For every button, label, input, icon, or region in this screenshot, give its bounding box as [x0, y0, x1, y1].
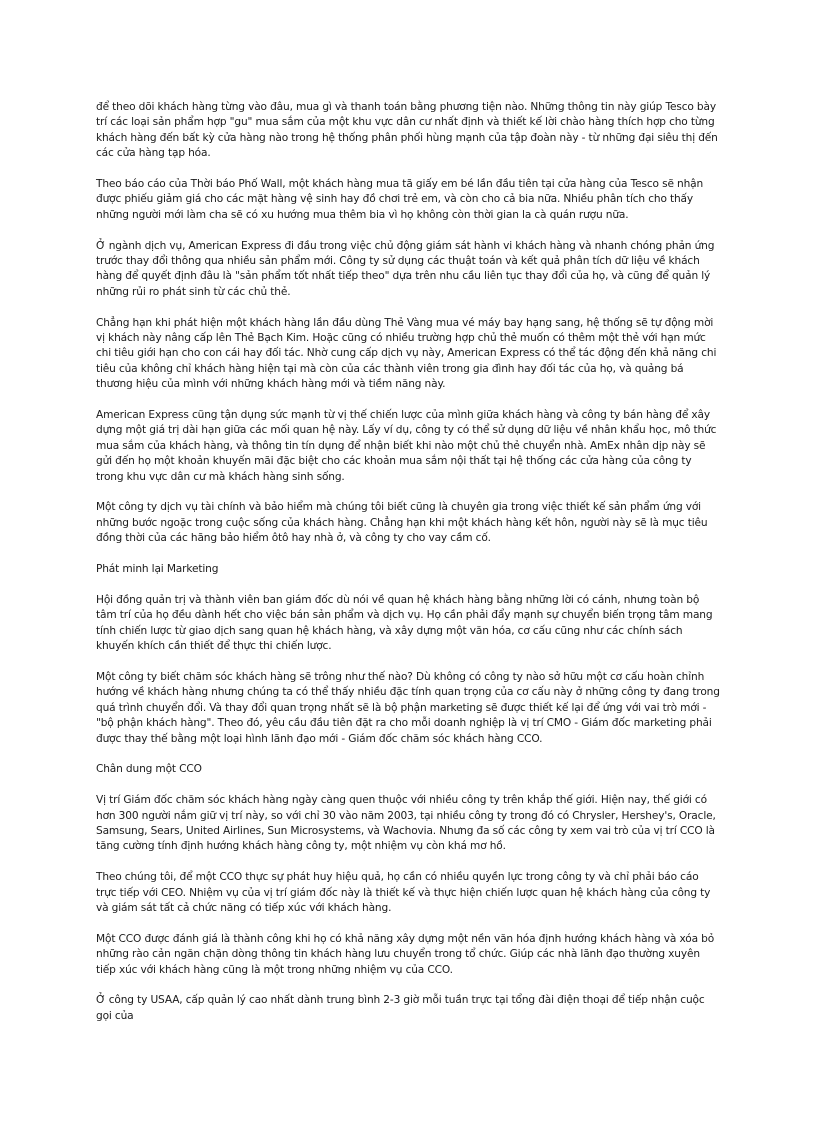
paragraph-amex-strategic-position: American Express cũng tận dụng sức mạnh từ vị thế chiến lược của mình giữa khách hàng và công ty bán hàng để xây dựng một giá trị dài hạn giữa các mối quan hệ này. Lấy ví dụ, công ty có thể sử dụng dữ liệu về nhân khẩu học, mô thức mua sắm của khách hàng, và thông tin tín dụng để nhận biết khi nào một chủ thẻ chuyển nhà. AmEx nhân dịp này sẽ gửi đến họ một khoản khuyến mãi đặc biệt cho các khoản mua sắm nội thất tại hệ thống các cửa hàng của công ty trong khu vực dân cư mà khách hàng sinh sống. [96, 409, 717, 483]
document-page [96, 100, 720, 1040]
paragraph-tesco-tracking: để theo dõi khách hàng từng vào đâu, mua gì và thanh toán bằng phương tiện nào. Những thông tin này giúp Tesco bày trí các loại sản phẩm hợp "gu" mua sắm của một khu vực dân cư nhất định và thiết kế lời chào hàng thích hợp cho từng khách hàng đến bất kỳ cửa hàng nào trong hệ thống phân phối hùng mạnh của tập đoàn này - từ những đại siêu thị đến các cửa hàng tạp hóa. [96, 101, 718, 160]
paragraph-cco-position: Vị trí Giám đốc chăm sóc khách hàng ngày càng quen thuộc với nhiều công ty trên khắp thế giới. Hiện nay, thế giới có hơn 300 người nắm giữ vị trí này, so với chỉ 30 vào năm 2003, tại nhiều công ty trong đó có Chrysler, Hershey's, Oracle, Samsung, Sears, United Airlines, Sun Microsystems, và Wachovia. Nhưng đa số các công ty xem vai trò của vị trí CCO là tăng cường tính định hướng khách hàng công ty, một nhiệm vụ còn khá mơ hồ. [96, 794, 716, 853]
paragraph-amex-services: Ở ngành dịch vụ, American Express đi đầu trong việc chủ động giám sát hành vi khách hàng và nhanh chóng phản ứng trước thay đổi thông qua nhiều sản phẩm mới. Công ty sử dụng các thuật toán và kết quả phân tích dữ liệu về khách hàng để quyết định đâu là "sản phẩm tốt nhất tiếp theo" dựa trên nhu cầu liên tục thay đổi của họ, và cũng để quản lý những rủi ro phát sinh từ các chủ thẻ. [96, 239, 715, 298]
paragraph-customer-caring-company: Một công ty biết chăm sóc khách hàng sẽ trông như thế nào? Dù không có công ty nào sở hữu một cơ cấu hoàn chỉnh hướng về khách hàng nhưng chúng ta có thể thấy nhiều đặc tính quan trọng của cơ cấu này ở những công ty đang trong quá trình chuyển đổi. Và thay đổi quan trọng nhất sẽ là bộ phận marketing sẽ được thiết kế lại để ứng với vai trò mới - "bộ phận khách hàng". Theo đó, yêu cầu đầu tiên đặt ra cho mỗi doanh nghiệp là vị trí CMO - Giám đốc marketing phải được thay thế bằng một loại hình lãnh đạo mới - Giám đốc chăm sóc khách hàng CCO. [96, 670, 720, 745]
paragraph-cco-effectiveness: Theo chúng tôi, để một CCO thực sự phát huy hiệu quả, họ cần có nhiều quyền lực trong công ty và chỉ phải báo cáo trực tiếp với CEO. Nhiệm vụ của vị trí giám đốc này là thiết kế và thực hiện chiến lược quan hệ khách hàng của công ty và giám sát tất cả chức năng có tiếp xúc với khách hàng. [96, 871, 711, 914]
paragraph-financial-insurance: Một công ty dịch vụ tài chính và bảo hiểm mà chúng tôi biết cũng là chuyên gia trong việc thiết kế sản phẩm ứng với những bước ngoặc trong cuộc sống của khách hàng. Chẳng hạn khi một khách hàng kết hôn, người này sẽ là mục tiêu đồng thời của các hãng bảo hiểm ôtô hay nhà ở, và công ty cho vay cầm cố. [96, 501, 708, 545]
section-heading-cco-portrait: Chân dung một CCO [96, 763, 202, 776]
section-heading-reinventing-marketing: Phát minh lại Marketing [96, 563, 219, 576]
paragraph-usaa: Ở công ty USAA, cấp quản lý cao nhất dành trung bình 2-3 giờ mỗi tuần trực tại tổng đài điện thoại để tiếp nhận cuộc gọi của [96, 994, 705, 1022]
paragraph-gold-card-example: Chẳng hạn khi phát hiện một khách hàng lần đầu dùng Thẻ Vàng mua vé máy bay hạng sang, hệ thống sẽ tự động mời vị khách này nâng cấp lên Thẻ Bạch Kim. Hoặc cũng có nhiều trường hợp chủ thẻ muốn có thêm một thẻ với hạn mức chi tiêu giới hạn cho con cái hay đối tác. Nhờ cung cấp dịch vụ này, American Express có thể tác động đến khả năng chi tiêu của không chỉ khách hàng hiện tại mà còn của các thành viên trong gia đình hay đối tác của họ, và quảng bá thương hiệu của mình với những khách hàng mới và tiềm năng này. [96, 316, 717, 391]
paragraph-wsj-report: Theo báo cáo của Thời báo Phố Wall, một khách hàng mua tã giấy em bé lần đầu tiên tại cửa hàng của Tesco sẽ nhận được phiếu giảm giá cho các mặt hàng vệ sinh hay đồ chơi trẻ em, và còn cho cả bia nữa. Nhiều phân tích cho thấy những người mới làm cha sẽ có xu hướng mua thêm bia vì họ không còn thời gian la cà quán rượu nữa. [96, 178, 704, 221]
paragraph-board-of-directors: Hội đồng quản trị và thành viên ban giám đốc dù nói về quan hệ khách hàng bằng những lời có cánh, nhưng toàn bộ tâm trí của họ đều dành hết cho việc bán sản phẩm và dịch vụ. Họ cần phải đẩy mạnh sự chuyển biến trọng tâm mang tính chiến lược từ giao dịch sang quan hệ khách hàng, và xây dựng một văn hóa, cơ cấu cũng như các chính sách khuyến khích cần thiết để thực thi chiến lược. [96, 593, 713, 653]
paragraph-cco-success: Một CCO được đánh giá là thành công khi họ có khả năng xây dựng một nền văn hóa định hướng khách hàng và xóa bỏ những rào cản ngăn chặn dòng thông tin khách hàng lưu chuyển trong tổ chức. Giúp các nhà lãnh đạo thường xuyên tiếp xúc với khách hàng cũng là một trong những nhiệm vụ của CCO. [96, 932, 715, 976]
